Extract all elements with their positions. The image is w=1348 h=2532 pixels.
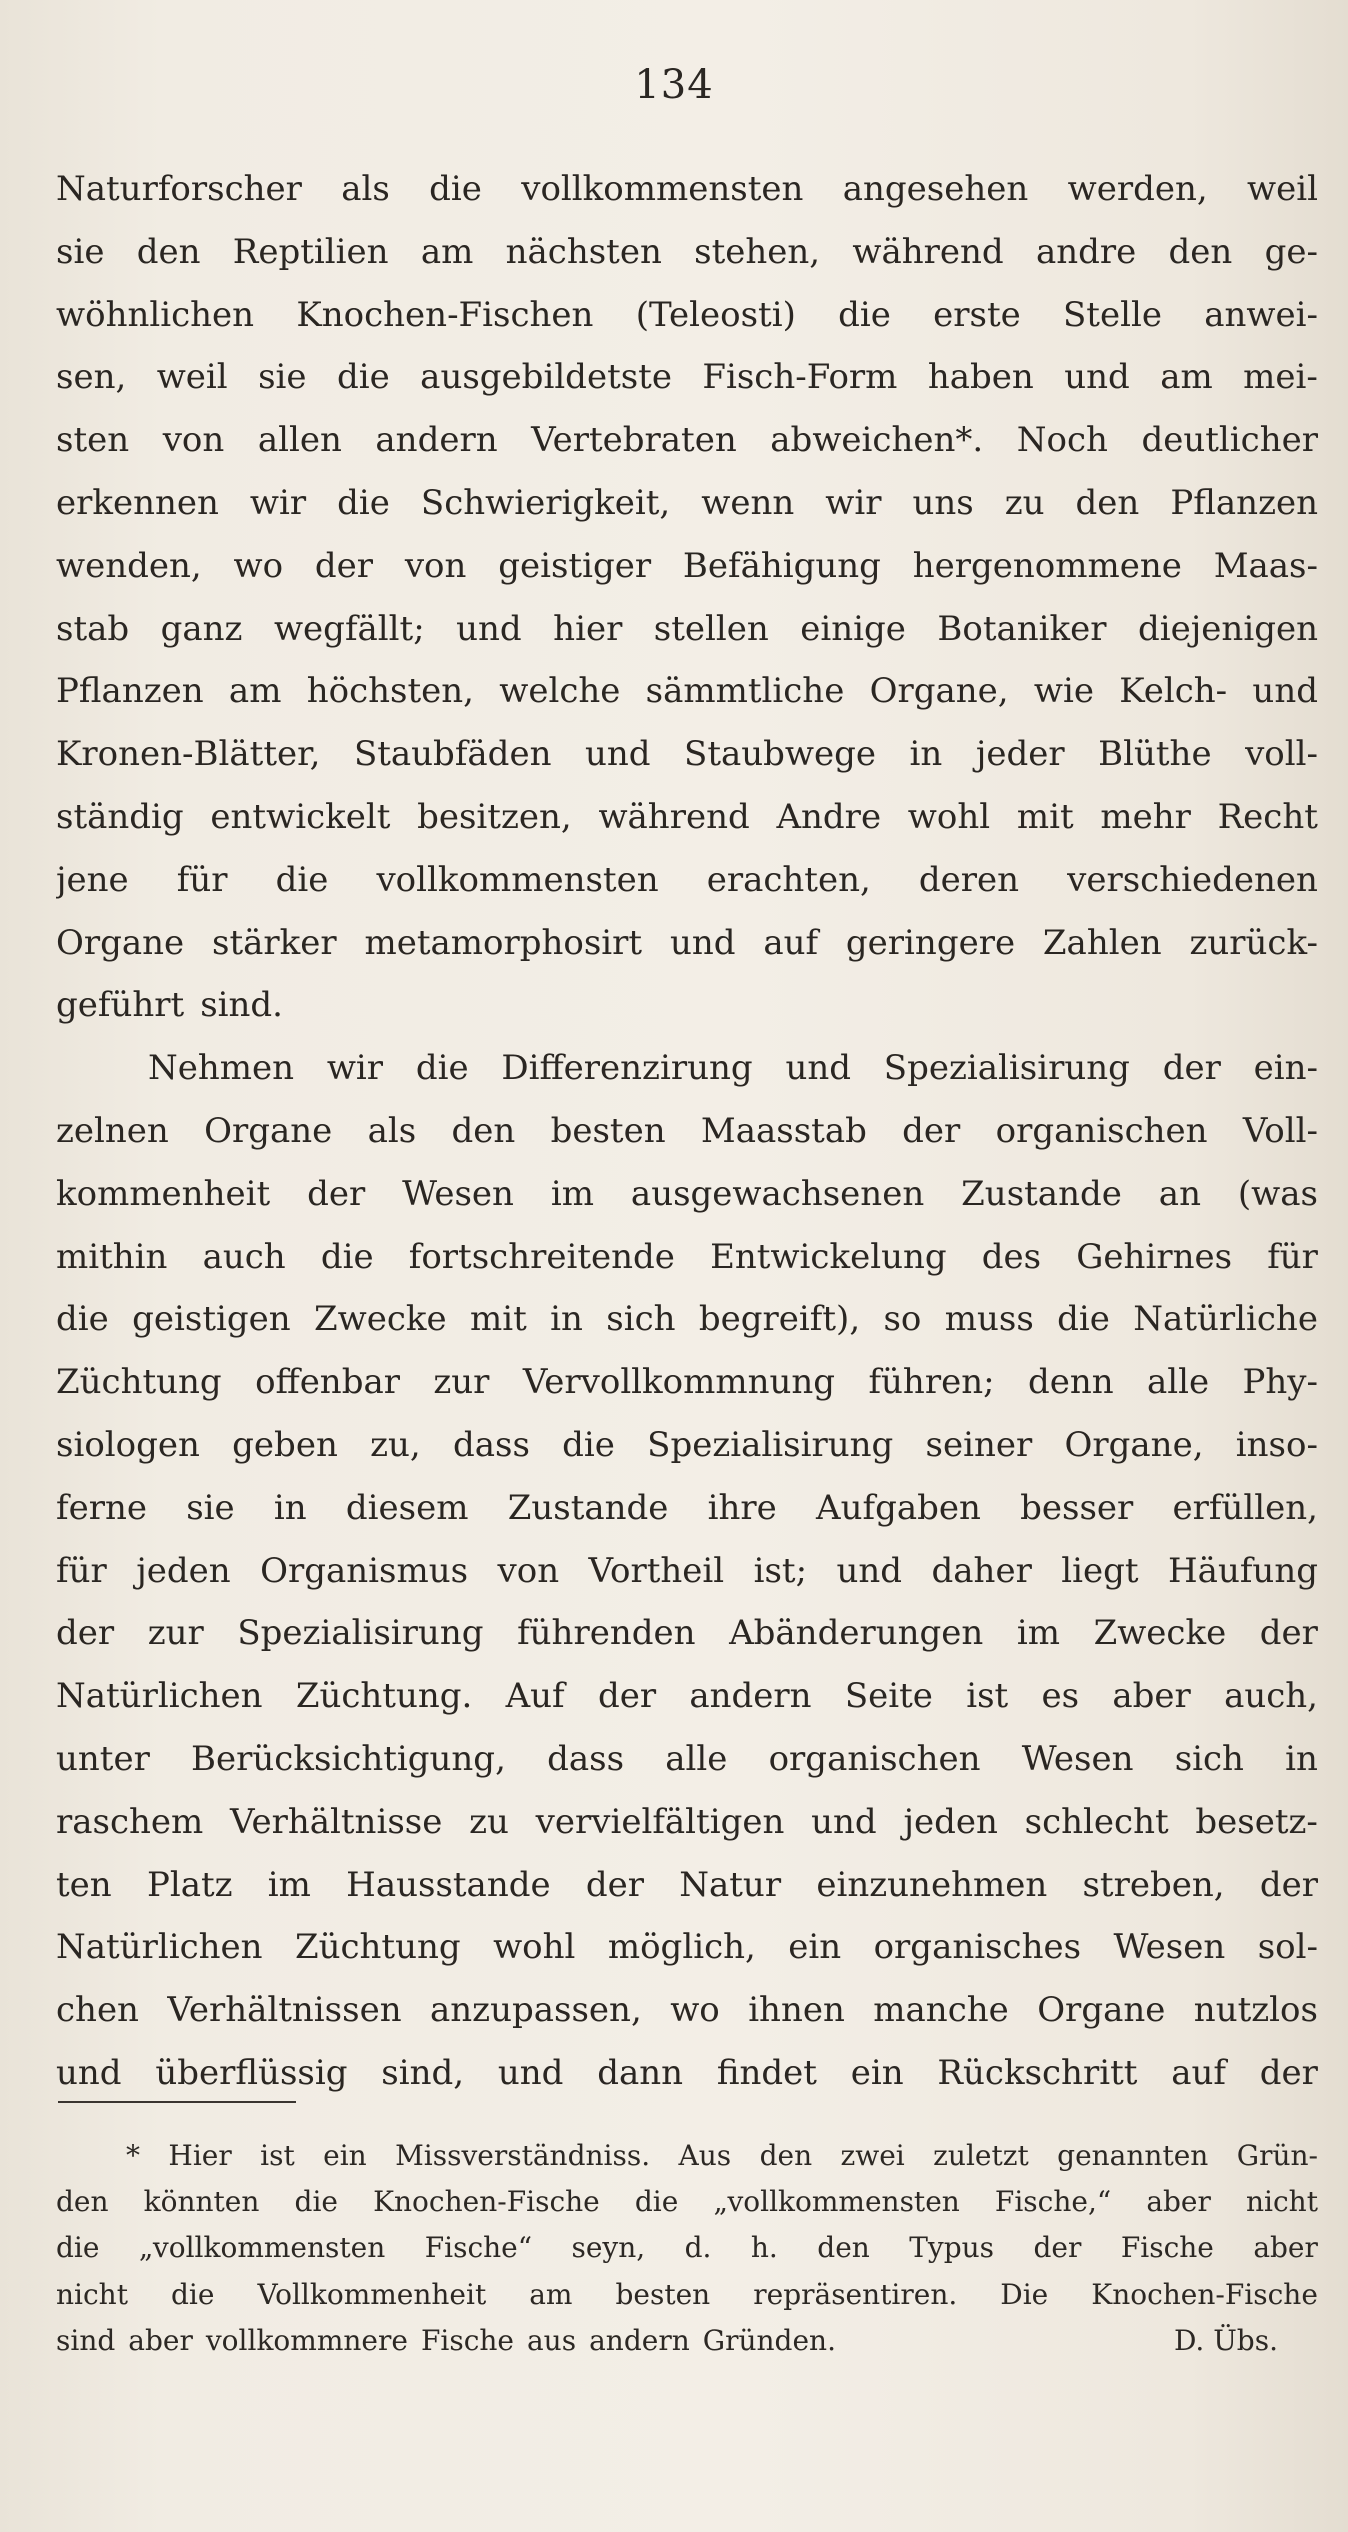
text-line: sten von allen andern Vertebraten abweichen*. Noch deutlicher (56, 420, 1318, 461)
text-line: wöhnlichen Knochen-Fischen (Teleosti) die erste Stelle anwei- (56, 294, 1318, 335)
footnote (56, 2133, 1318, 2364)
text-line: Pflanzen am höchsten, welche sämmtliche Organe, wie Kelch- und (56, 671, 1318, 712)
text-line: ten Platz im Hausstande der Natur einzunehmen streben, der (56, 1864, 1318, 1905)
text-line: sen, weil sie die ausgebildetste Fisch-Form haben und am mei- (56, 357, 1318, 398)
text-line: der zur Spezialisirung führenden Abänderungen im Zwecke der (56, 1613, 1318, 1654)
text-line: erkennen wir die Schwierigkeit, wenn wir uns zu den Pflanzen (56, 482, 1318, 523)
text-line: Natürlichen Züchtung wohl möglich, ein organisches Wesen sol- (56, 1927, 1318, 1968)
text-line: ständig entwickelt besitzen, während Andre wohl mit mehr Recht (56, 796, 1318, 837)
footnote-line: nicht die Vollkommenheit am besten repräsentiren. Die Knochen-Fische (56, 2277, 1318, 2311)
footnote-line: * Hier ist ein Missverständniss. Aus den zwei zuletzt genannten Grün- (126, 2139, 1318, 2172)
text-line: jene für die vollkommensten erachten, deren verschiedenen (56, 859, 1318, 900)
text-line: Natürlichen Züchtung. Auf der andern Seite ist es aber auch, (56, 1676, 1318, 1717)
text-line: für jeden Organismus von Vortheil ist; und daher liegt Häufung (56, 1550, 1318, 1591)
footnote-line: die „vollkommensten Fische“ seyn, d. h. den Typus der Fische aber (56, 2231, 1318, 2265)
text-line: Kronen-Blätter, Staubfäden und Staubwege in jeder Blüthe voll- (56, 734, 1318, 775)
text-line: Nehmen wir die Differenzirung und Spezialisirung der ein- (148, 1048, 1318, 1089)
text-line: sie den Reptilien am nächsten stehen, während andre den ge- (56, 231, 1318, 272)
text-line: mithin auch die fortschreitende Entwickelung des Gehirnes für (56, 1236, 1318, 1277)
text-line: unter Berücksichtigung, dass alle organischen Wesen sich in (56, 1738, 1318, 1779)
text-line: raschem Verhältnisse zu vervielfältigen und jeden schlecht besetz- (56, 1801, 1318, 1842)
text-line: Naturforscher als die vollkommensten angesehen werden, weil (56, 169, 1318, 209)
footnote-line: den könnten die Knochen-Fische die „vollkommensten Fische,“ aber nicht (56, 2185, 1318, 2219)
text-line: kommenheit der Wesen im ausgewachsenen Zustande an (was (56, 1173, 1318, 1214)
body-text (56, 158, 1318, 2105)
footnote-signature: D. Übs. (1173, 2323, 1278, 2357)
footnote-line: sind aber vollkommnere Fische aus andern Gründen. D. Übs. (56, 2318, 1318, 2364)
text-line: Organe stärker metamorphosirt und auf geringere Zahlen zurück- (56, 922, 1318, 963)
text-line: geführt sind. (56, 985, 283, 1026)
page-number: 134 (634, 62, 714, 108)
text-line: Züchtung offenbar zur Vervollkommnung führen; denn alle Phy- (56, 1362, 1318, 1403)
text-line: die geistigen Zwecke mit in sich begreift), so muss die Natürliche (56, 1299, 1318, 1340)
text-line: und überflüssig sind, und dann findet ein Rückschritt auf der (56, 2052, 1318, 2093)
text-line: chen Verhältnissen anzupassen, wo ihnen manche Organe nutzlos (56, 1990, 1318, 2031)
text-line: wenden, wo der von geistiger Befähigung hergenommene Maas- (56, 545, 1318, 586)
footnote-rule (58, 2101, 296, 2103)
text-line: ferne sie in diesem Zustande ihre Aufgaben besser erfüllen, (56, 1487, 1318, 1528)
text-line: zelnen Organe als den besten Maasstab der organischen Voll- (56, 1110, 1318, 1151)
text-line: siologen geben zu, dass die Spezialisirung seiner Organe, inso- (56, 1424, 1318, 1465)
text-line: stab ganz wegfällt; und hier stellen einige Botaniker diejenigen (56, 608, 1318, 649)
